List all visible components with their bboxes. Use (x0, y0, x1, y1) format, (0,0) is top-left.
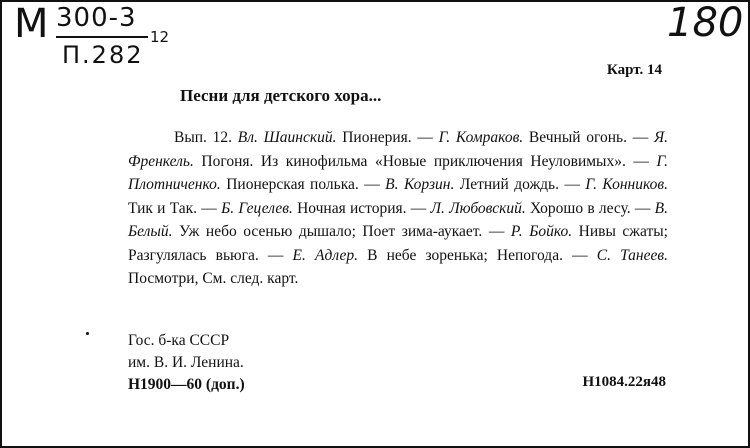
composer-name: С. Танеев. (596, 246, 668, 264)
composer-name: Л. Любовский. (430, 199, 526, 217)
contents-text: Летний дождь. — (454, 176, 586, 193)
library-name: Гос. б-ка СССР (128, 332, 230, 349)
composer-name: Вл. Шаинский. (237, 129, 337, 146)
contents-text: Тик и Так. — (128, 199, 222, 217)
contents-text: Ночная история. — (292, 199, 431, 217)
shelfmark-top: 300-3 (56, 3, 137, 33)
contents-text: Пионерская полька. — (220, 176, 386, 193)
contents-text: Нивы сжаты; Разгулялась вьюга. — (128, 223, 668, 264)
composer-name: В. Белый. (128, 199, 669, 240)
composer-name: Я. Френкель. (128, 129, 669, 170)
card-title: Песни для детского хора... (180, 86, 382, 105)
shelfmark-divider (56, 36, 148, 38)
composer-name: Г. Конников. (585, 176, 669, 193)
library-dedication: им. В. И. Ленина. (128, 354, 244, 371)
composer-name: Г. Комраков. (438, 129, 524, 146)
contents-text: Вып. 12. (174, 129, 238, 146)
margin-dot (86, 332, 89, 335)
contents-text: Погоня. Из кинофильма «Новые приключения Неуловимых». — (193, 152, 657, 170)
composer-name: В. Корзин. (385, 176, 455, 193)
contents-text: Вечный огонь. — (523, 129, 654, 146)
contents-paragraph (128, 126, 668, 291)
composer-name: Б. Гецелев. (221, 199, 293, 217)
contents-text: Хорошо в лесу. — (525, 199, 655, 217)
contents-text: В небе зоренька; Непогода. — (357, 246, 597, 264)
composer-name: Р. Бойко. (510, 223, 573, 240)
contents-text: Посмотри, См. след. карт. (128, 270, 299, 287)
library-code: Н1900—60 (доп.) (128, 376, 245, 393)
composer-name: Г. Плотниченко. (128, 152, 668, 193)
inventory-number: 180 (667, 0, 744, 46)
shelfmark-superscript: 12 (150, 28, 170, 46)
composer-name: Е. Адлер. (292, 246, 358, 264)
contents-text: Пионерия. — (336, 129, 439, 146)
library-block (128, 330, 245, 396)
shelfmark-bottom: П.282 (62, 41, 144, 69)
registration-number: Н1084.22я48 (582, 374, 666, 390)
contents-text: Уж небо осенью дышало; Поет зима-аукает. — (172, 223, 511, 240)
card-number: Карт. 14 (606, 62, 662, 78)
shelfmark-letter: М (14, 1, 49, 47)
